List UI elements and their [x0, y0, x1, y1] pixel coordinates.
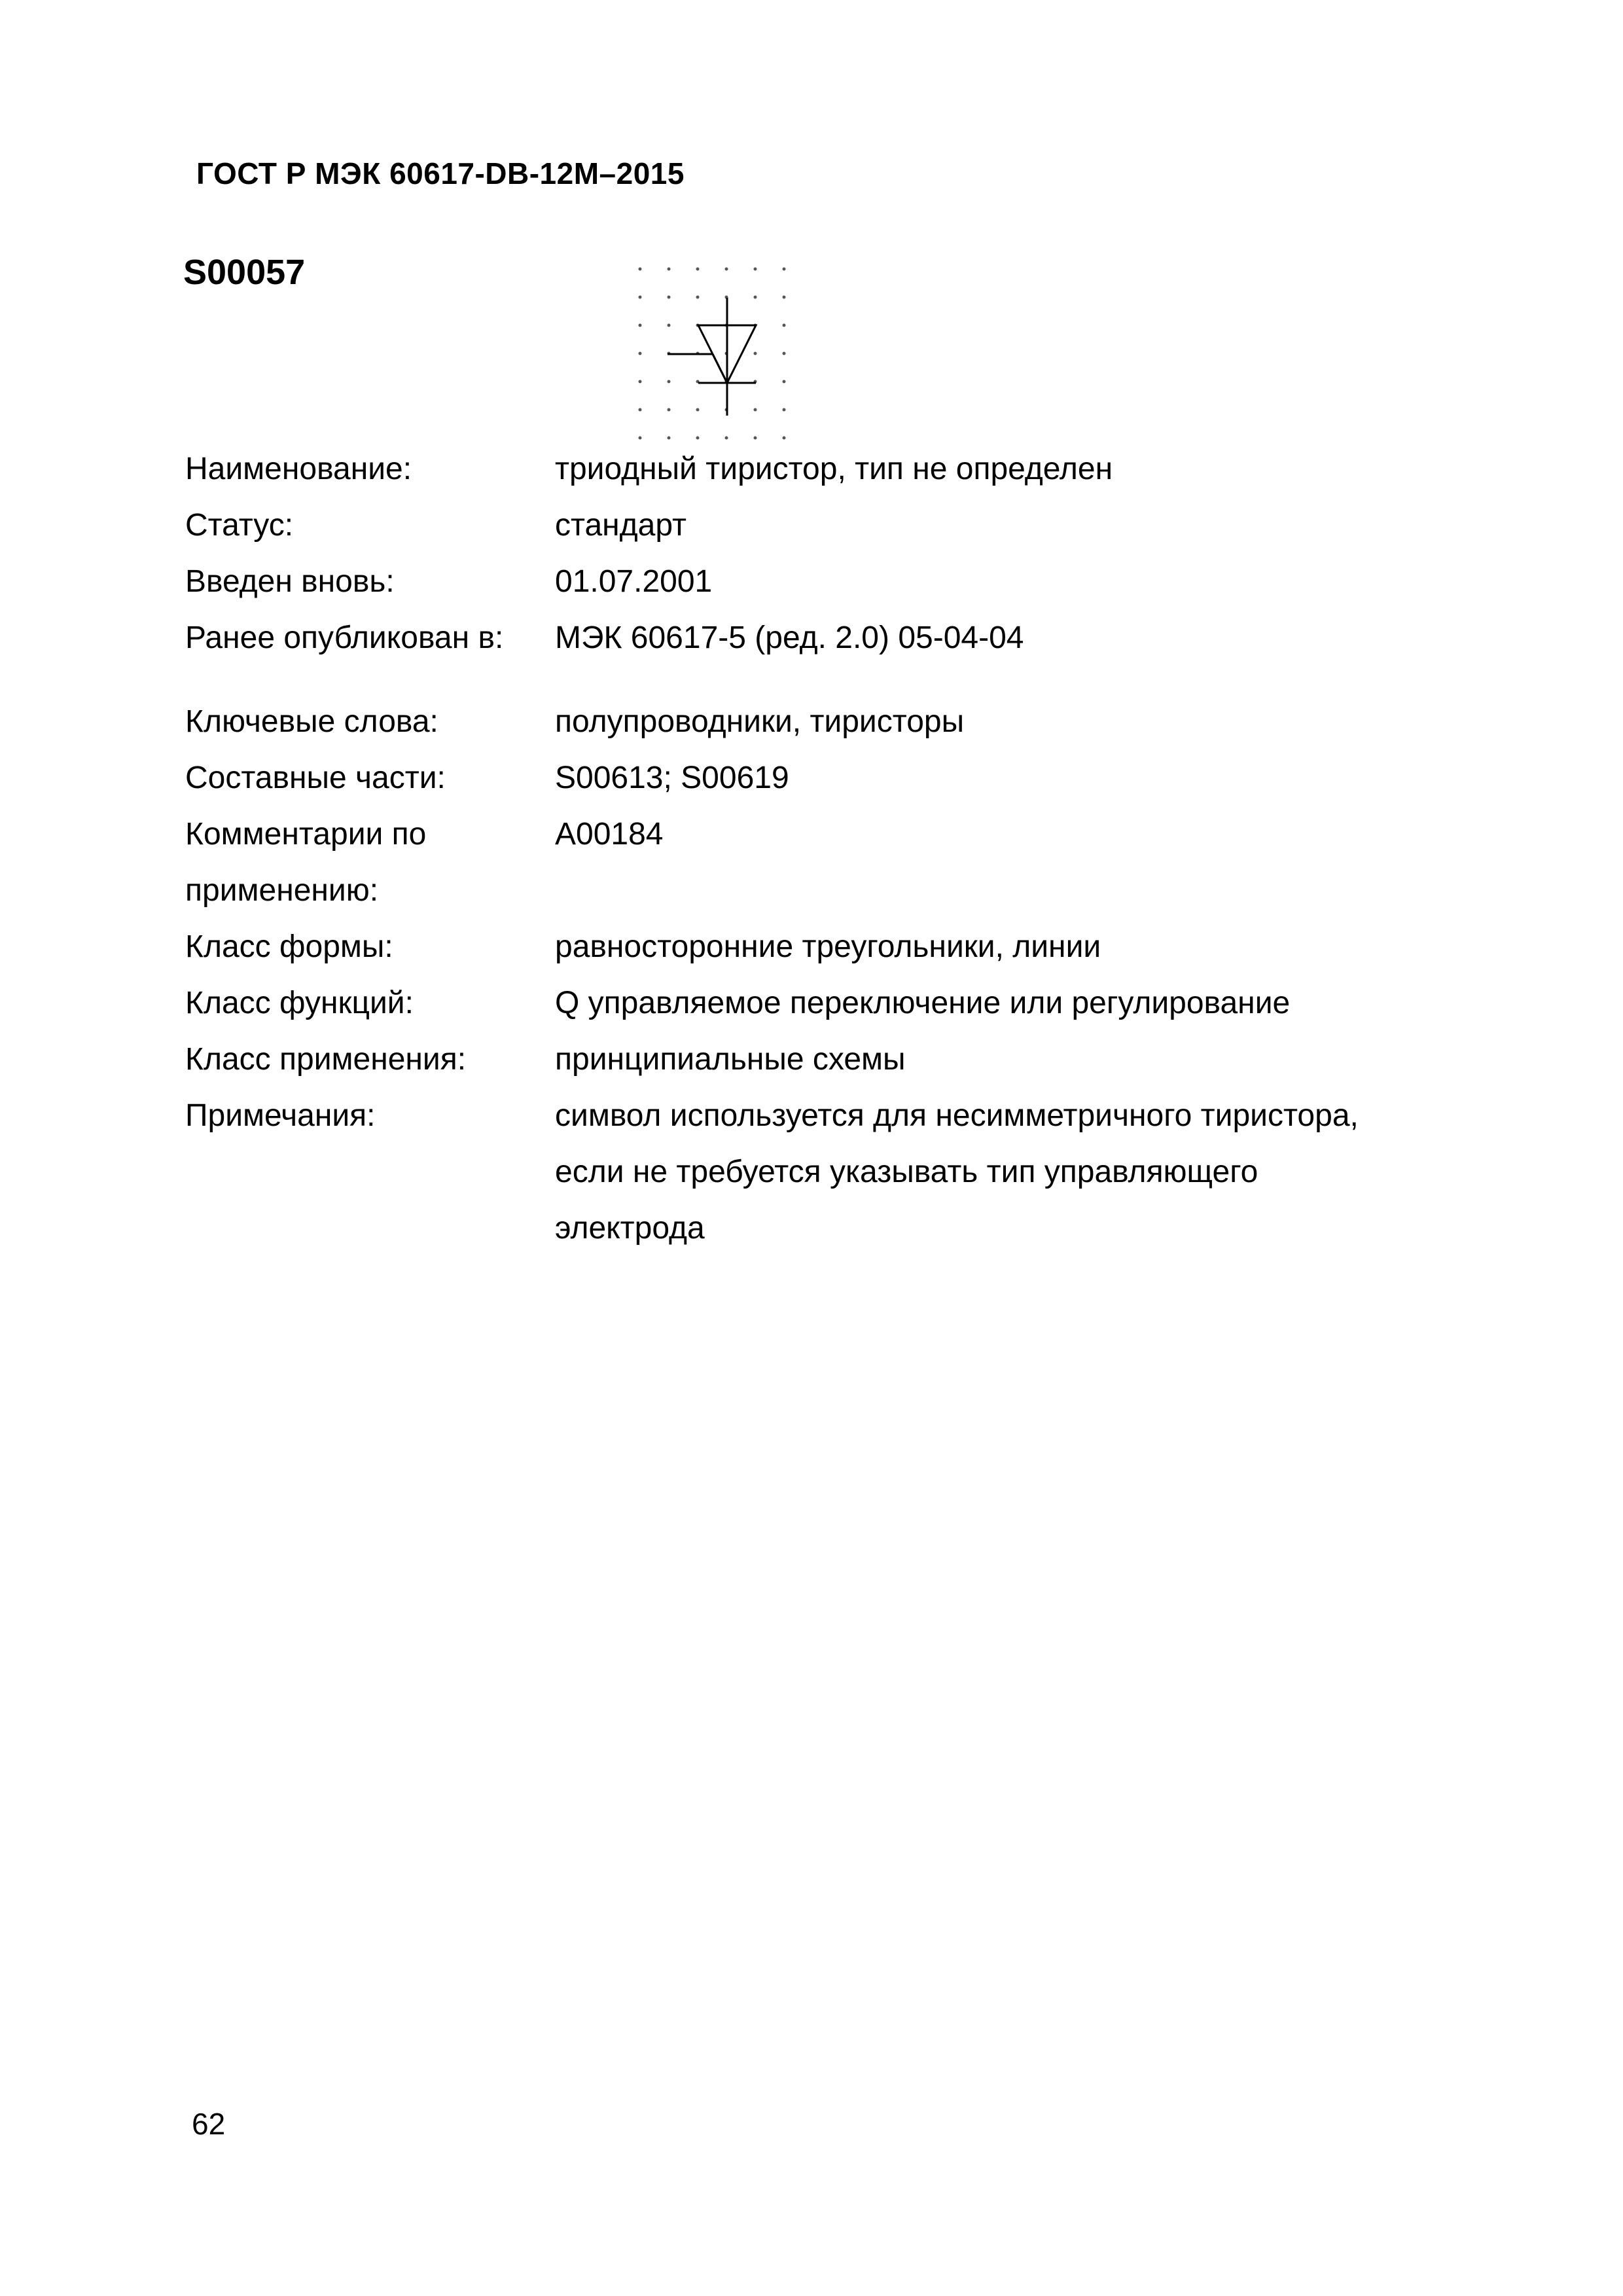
attr-label: Введен вновь:: [185, 564, 395, 599]
grid-dot: [783, 352, 786, 355]
grid-dot: [639, 352, 642, 355]
attr-label: Комментарии по: [185, 817, 427, 852]
attr-value-continuation: если не требуется указывать тип управляющего: [555, 1155, 1258, 1189]
attr-label: Ранее опубликован в:: [185, 620, 504, 655]
attr-value: A00184: [555, 817, 664, 852]
grid-dot: [696, 296, 700, 299]
attr-value: триодный тиристор, тип не определен: [555, 452, 1113, 486]
attr-row-comments: [185, 806, 1494, 863]
attr-label: Класс формы:: [185, 929, 393, 964]
attr-label: Статус:: [185, 508, 294, 543]
grid-dot: [639, 296, 642, 299]
attr-value: Q управляемое переключение или регулирование: [555, 986, 1291, 1020]
attr-label: Составные части:: [185, 761, 446, 795]
attr-value: полупроводники, тиристоры: [555, 704, 965, 739]
grid-dot: [696, 408, 700, 412]
grid-dot: [639, 408, 642, 412]
attr-value: равносторонние треугольники, линии: [555, 929, 1101, 964]
grid-dot: [754, 352, 757, 355]
attr-value: стандарт: [555, 508, 687, 543]
grid-dot: [783, 408, 786, 412]
grid-dot: [754, 296, 757, 299]
attr-row-notes: [185, 1088, 1494, 1144]
grid-dot: [639, 437, 642, 440]
grid-dot: [783, 324, 786, 327]
grid-dot: [639, 324, 642, 327]
attr-value: МЭК 60617-5 (ред. 2.0) 05-04-04: [555, 620, 1024, 655]
grid-dot: [639, 268, 642, 271]
attr-row-shape-class: [185, 919, 1494, 975]
grid-dot: [668, 268, 671, 271]
grid-dot: [754, 437, 757, 440]
attr-label: Наименование:: [185, 452, 412, 486]
grid-dot: [668, 437, 671, 440]
grid-dot: [754, 268, 757, 271]
grid-dot: [668, 324, 671, 327]
attr-value: принципиальные схемы: [555, 1042, 906, 1077]
grid-dot: [783, 437, 786, 440]
attr-value-continuation: электрода: [555, 1211, 705, 1246]
attr-label: Ключевые слова:: [185, 704, 438, 739]
grid-dot: [725, 437, 728, 440]
attr-row-application-class: [185, 1031, 1494, 1088]
attr-value: 01.07.2001: [555, 564, 713, 599]
attr-label: Класс применения:: [185, 1042, 467, 1077]
thyristor-glyph: [668, 298, 756, 416]
attr-label: Примечания:: [185, 1098, 376, 1133]
grid-dot: [639, 380, 642, 384]
grid-dot: [783, 296, 786, 299]
grid-dot: [668, 408, 671, 412]
attr-value: символ используется для несимметричного тиристора,: [555, 1098, 1359, 1133]
grid-dot: [696, 268, 700, 271]
grid-dot: [754, 408, 757, 412]
thyristor-symbol-icon: [628, 259, 805, 448]
attr-label-continuation: применению:: [185, 873, 379, 908]
attr-label: Класс функций:: [185, 986, 414, 1020]
grid-dot: [783, 380, 786, 384]
grid-dot: [783, 268, 786, 271]
attr-row-status: [185, 497, 1494, 554]
attr-row-introduced: [185, 554, 1494, 610]
grid-dot: [696, 437, 700, 440]
attr-row-keywords: [185, 694, 1494, 750]
grid-dot: [725, 268, 728, 271]
grid-dot: [668, 296, 671, 299]
page-number: 62: [192, 2107, 226, 2141]
standard-header: ГОСТ Р МЭК 60617-DB-12M–2015: [196, 156, 685, 190]
attr-row-parts: [185, 750, 1494, 806]
grid-dot: [668, 380, 671, 384]
attr-row-name: [185, 441, 1494, 497]
attr-row-function-class: [185, 975, 1494, 1031]
attr-row-published: [185, 610, 1494, 666]
attr-value: S00613; S00619: [555, 761, 789, 795]
symbol-code: S00057: [183, 253, 306, 292]
